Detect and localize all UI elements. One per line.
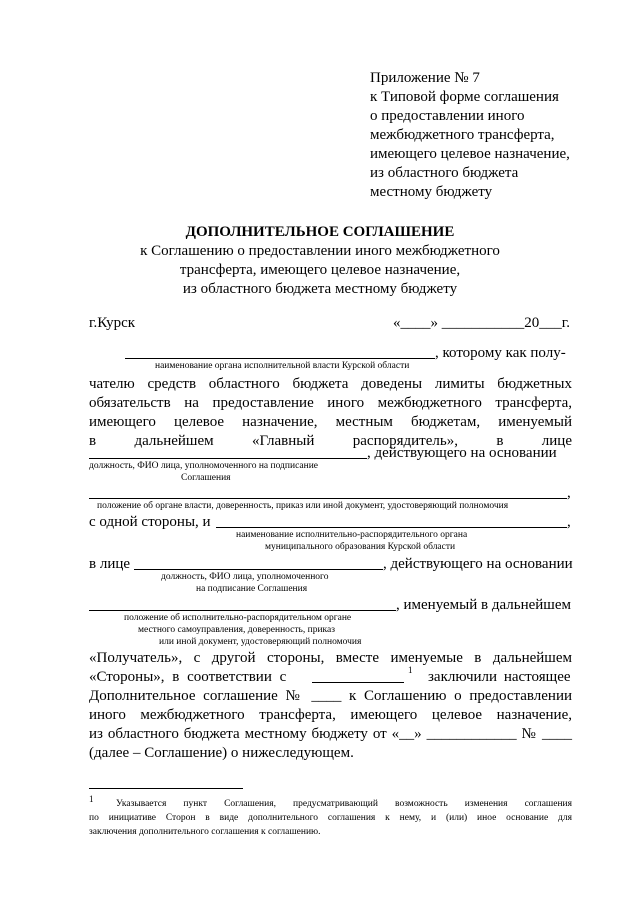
body-text: имеющего целевое назначение, местным бюджетам, именуемый xyxy=(89,414,572,430)
document-title: ДОПОЛНИТЕЛЬНОЕ СОГЛАШЕНИЕ xyxy=(185,224,455,240)
body-text: , именуемый в дальнейшем xyxy=(396,597,572,613)
appendix-line: межбюджетного трансферта, xyxy=(370,127,555,143)
footnote-ref: 1 xyxy=(408,665,413,675)
blank-line xyxy=(134,569,383,570)
body-text: , действующего на основании xyxy=(383,556,573,572)
body-text: из областного бюджета местному бюджету от «__» ____________ № ____ xyxy=(89,726,572,742)
field-caption: местного самоуправления, доверенность, приказ xyxy=(138,625,335,635)
appendix-line: к Типовой форме соглашения xyxy=(370,89,559,105)
footnote-mark: 1 xyxy=(89,794,94,804)
blank-line xyxy=(89,610,396,611)
blank-line xyxy=(89,458,367,459)
appendix-line: Приложение № 7 xyxy=(370,70,480,86)
title-subline: из областного бюджета местному бюджету xyxy=(182,281,458,297)
body-text: , действующего на основании xyxy=(367,445,557,461)
body-text: с одной стороны, и xyxy=(89,514,211,530)
blank-line xyxy=(312,682,404,683)
body-text: в дальнейшем «Главный распорядитель», в лице xyxy=(89,433,572,449)
footnote-text: заключения дополнительного соглашения к соглашению. xyxy=(89,827,321,837)
blank-line xyxy=(89,498,567,499)
appendix-line: из областного бюджета xyxy=(370,165,519,181)
appendix-line: местному бюджету xyxy=(370,184,493,200)
body-text: обязательств на предоставление иного межбюджетного трансферта, xyxy=(89,395,572,411)
field-caption: на подписание Соглашения xyxy=(196,584,308,594)
body-text: «Получатель», с другой стороны, вместе именуемые в дальнейшем xyxy=(89,650,572,666)
field-caption: положение об исполнительно-распорядительном органе xyxy=(124,613,352,623)
field-caption: наименование исполнительно-распорядительного органа xyxy=(236,530,468,540)
blank-line xyxy=(216,527,567,528)
field-caption: или иной документ, удостоверяющий полномочия xyxy=(159,637,362,647)
body-text: в лице xyxy=(89,556,131,572)
city: г.Курск xyxy=(89,315,136,331)
body-text: Дополнительное соглашение № ____ к Соглашению о предоставлении xyxy=(89,688,572,704)
field-caption: положение об органе власти, доверенность, приказ или иной документ, удостоверяющий полномочия xyxy=(97,501,509,511)
date-field: «____» ___________20___г. xyxy=(393,315,570,331)
appendix-line: о предоставлении иного xyxy=(370,108,525,124)
blank-line xyxy=(125,358,435,359)
body-text: , xyxy=(567,485,571,501)
body-text: чателю средств областного бюджета доведены лимиты бюджетных xyxy=(89,376,572,392)
body-text: заключили настоящее xyxy=(428,669,571,685)
field-caption: наименование органа исполнительной власти Курской области xyxy=(155,361,410,371)
body-text: «Стороны», в соответствии с xyxy=(89,669,287,685)
body-text: (далее – Соглашение) о нижеследующем. xyxy=(89,745,354,761)
body-text: , xyxy=(567,514,571,530)
title-subline: к Соглашению о предоставлении иного межбюджетного xyxy=(140,243,500,259)
appendix-line: имеющего целевое назначение, xyxy=(370,146,570,162)
body-text: иного межбюджетного трансферта, имеющего целевое назначение, xyxy=(89,707,572,723)
footnote-text: Указывается пункт Соглашения, предусматривающий возможность изменения соглашения xyxy=(116,799,572,809)
field-caption: муниципального образования Курской области xyxy=(265,542,456,552)
field-caption: должность, ФИО лица, уполномоченного xyxy=(161,572,329,582)
body-text: , которому как полу- xyxy=(435,345,566,361)
field-caption: Соглашения xyxy=(181,473,231,483)
footnote-text: по инициативе Сторон в виде дополнительного соглашения к нему, и (или) иное основание для xyxy=(89,813,572,823)
title-subline: трансферта, имеющего целевое назначение, xyxy=(179,262,461,278)
footnote-separator xyxy=(89,788,243,789)
field-caption: должность, ФИО лица, уполномоченного на подписание xyxy=(89,461,318,471)
